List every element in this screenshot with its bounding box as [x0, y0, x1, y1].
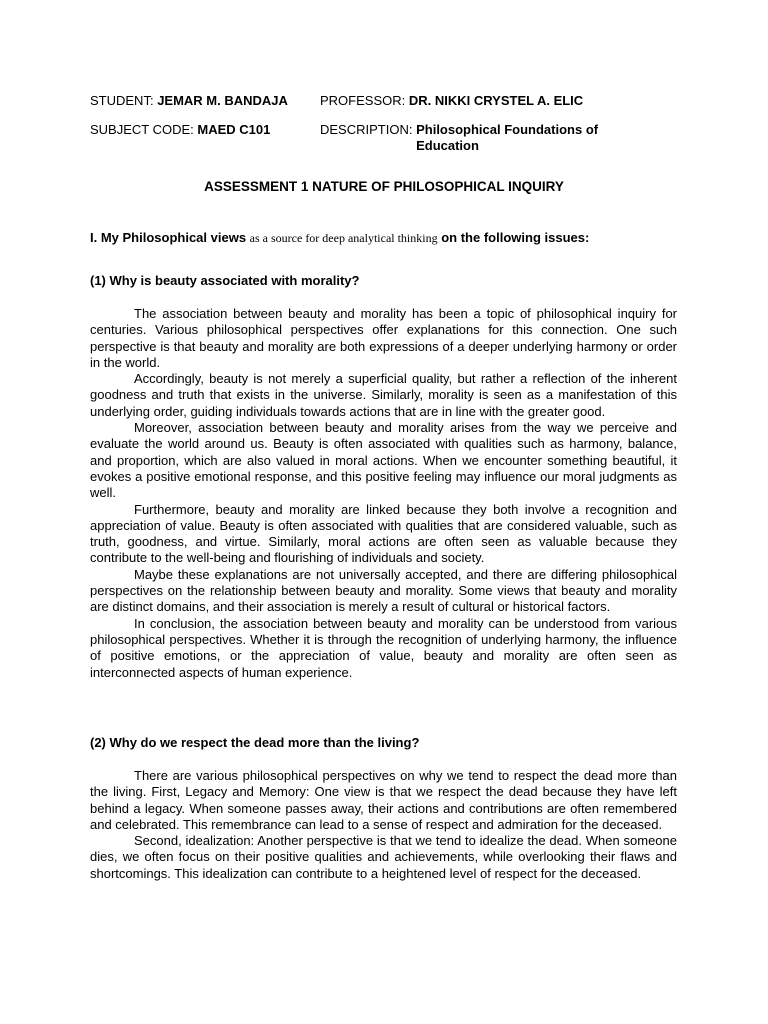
question-2-heading: (2) Why do we respect the dead more than the living?: [90, 735, 420, 750]
professor-label: PROFESSOR:: [320, 93, 406, 108]
description-value: Philosophical Foundations of Education: [416, 122, 599, 153]
question-1-heading: (1) Why is beauty associated with morality?: [90, 273, 360, 288]
question-1-answer: [90, 306, 677, 681]
paragraph: Furthermore, beauty and morality are linked because they both involve a recognition and appreciation of value. Beauty is often associated with qualities that are considered valuable, such as truth, goodness, and virtue. Similarly, moral actions are often seen as valuable because they contribute to the well-being and flourishing of individuals and society.: [90, 501, 677, 566]
professor-name: DR. NIKKI CRYSTEL A. ELIC: [408, 93, 584, 108]
section-heading-part2: as a source for deep analytical thinking: [249, 231, 438, 245]
student-name: JEMAR M. BANDAJA: [157, 93, 288, 108]
student-field: [90, 93, 288, 109]
student-label: STUDENT:: [90, 93, 154, 108]
paragraph: Accordingly, beauty is not merely a superficial quality, but rather a reflection of the inherent goodness and truth that exists in the universe. Similarly, morality is seen as a manifestation of this underlying order, guiding individuals towards actions that are in line with the greater good.: [90, 371, 677, 419]
section-heading-part3: on the following issues:: [441, 230, 590, 245]
paragraph: Moreover, association between beauty and morality arises from the way we perceive and evaluate the world around us. Beauty is often associated with qualities such as harmony, balance, and proportion, which are also valued in moral actions. When we encounter something beautiful, it evokes a positive emotional response, and this positive feeling may influence our moral judgments as well.: [90, 420, 677, 501]
paragraph: Second, idealization: Another perspective is that we tend to idealize the dead. When someone dies, we often focus on their positive qualities and achievements, while overlooking their flaws and shortcomings. This idealization can contribute to a heightened level of respect for the deceased.: [90, 833, 677, 881]
section-heading-part1: I. My Philosophical views: [90, 230, 247, 245]
description-label: DESCRIPTION:: [320, 122, 413, 137]
subject-code: MAED C101: [197, 122, 271, 137]
subject-field: [90, 122, 270, 138]
paragraph: In conclusion, the association between beauty and morality can be understood from various philosophical perspectives. Whether it is through the recognition of underlying harmony, the influence of positive emotions, or the appreciation of value, beauty and morality are often seen as interconnected aspects of human experience.: [90, 615, 677, 680]
description-field: [320, 122, 626, 154]
assessment-title: ASSESSMENT 1 NATURE OF PHILOSOPHICAL INQUIRY: [204, 179, 564, 194]
section-heading: [90, 230, 690, 246]
subject-label: SUBJECT CODE:: [90, 122, 194, 137]
professor-field: [320, 93, 583, 109]
paragraph: The association between beauty and morality has been a topic of philosophical inquiry for centuries. Various philosophical perspectives offer explanations for this connection. One such perspective is that beauty and morality are both expressions of a deeper underlying harmony or order in the world.: [90, 306, 677, 370]
question-2-answer: [90, 768, 677, 882]
paragraph: Maybe these explanations are not universally accepted, and there are differing philosophical perspectives on the relationship between beauty and morality. Some views that beauty and morality are distinct domains, and their association is merely a result of cultural or historical factors.: [90, 566, 677, 615]
paragraph: There are various philosophical perspectives on why we tend to respect the dead more than the living. First, Legacy and Memory: One view is that we respect the dead because they have left behind a legacy. When someone passes away, their actions and contributions are often remembered and celebrated. This remembrance can lead to a sense of respect and admiration for the deceased.: [90, 768, 677, 832]
